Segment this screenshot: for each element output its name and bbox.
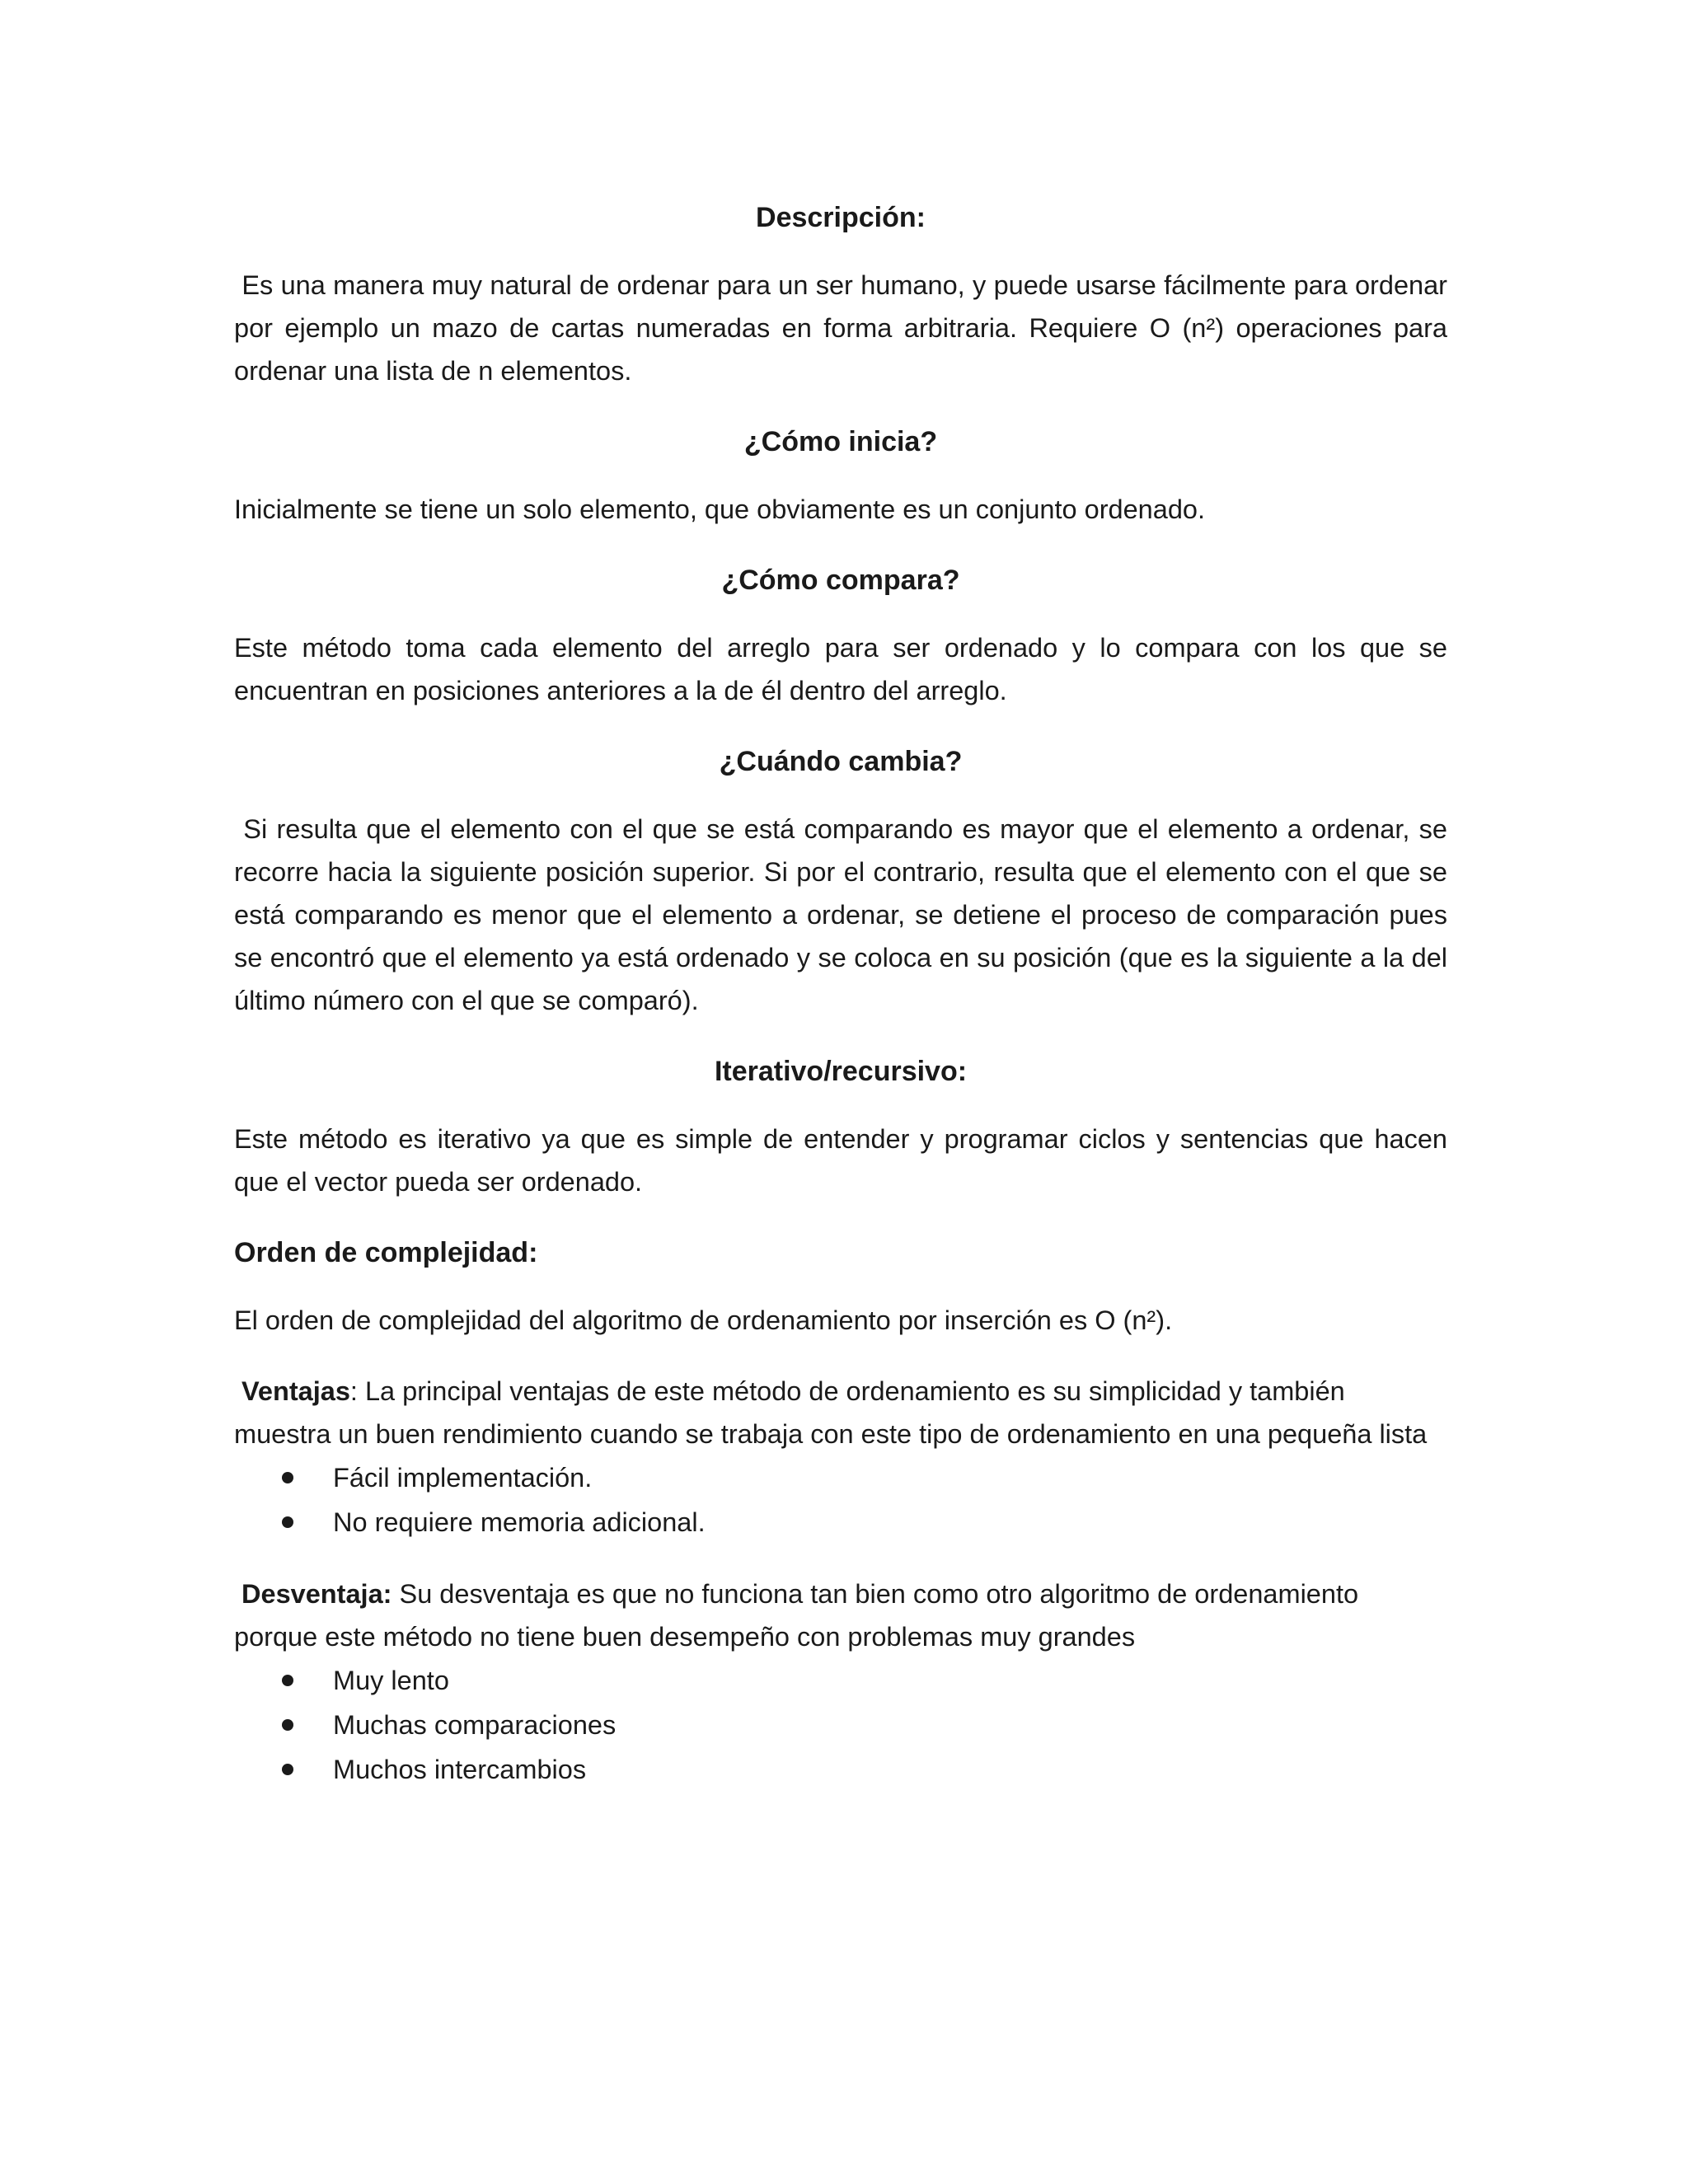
paragraph-ventajas	[234, 1370, 1447, 1455]
paragraph-complejidad: El orden de complejidad del algoritmo de ordenamiento por inserción es O (n²).	[234, 1305, 1173, 1335]
bullet-icon	[282, 1764, 293, 1775]
document-body	[234, 196, 1456, 1792]
ventajas-text: : La principal ventajas de este método de ordenamiento es su simplicidad y también muestra un buen rendimiento cuando se trabaja con este tipo de ordenamiento en una pequeña lista	[234, 1376, 1428, 1449]
list-item: Muchas comparaciones	[234, 1703, 1447, 1747]
heading-iterativo: Iterativo/recursivo:	[714, 1056, 968, 1087]
desventaja-label: Desventaja:	[241, 1579, 392, 1609]
bullet-icon	[282, 1675, 293, 1686]
heading-complejidad: Orden de complejidad:	[234, 1237, 538, 1268]
paragraph-como-compara: Este método toma cada elemento del arreglo para ser ordenado y lo compara con los que se encuentran en posiciones anteriores a la de él dentro del arreglo.	[234, 633, 1447, 705]
paragraph-cuando-cambia: Si resulta que el elemento con el que se está comparando es mayor que el elemento a ordenar, se recorre hacia la siguiente posición superior. Si por el contrario, resulta que el elemento con el que se está comparando es menor que el elemento a ordenar, se detiene el proceso de comparación pues se encontró que el elemento ya está ordenado y se coloca en su posición (que es la siguiente a la del último número con el que se comparó).	[234, 814, 1456, 1015]
list-item: Muchos intercambios	[234, 1747, 1447, 1792]
bullet-icon	[282, 1719, 293, 1731]
list-item: Fácil implementación.	[234, 1455, 1447, 1500]
heading-cuando-cambia: ¿Cuándo cambia?	[719, 746, 963, 777]
heading-descripcion: Descripción:	[756, 202, 926, 233]
paragraph-como-inicia: Inicialmente se tiene un solo elemento, que obviamente es un conjunto ordenado.	[234, 494, 1206, 524]
list-item: Muy lento	[234, 1658, 1447, 1703]
desventaja-text: Su desventaja es que no funciona tan bien como otro algoritmo de ordenamiento porque este método no tiene buen desempeño con problemas muy grandes	[234, 1579, 1367, 1652]
bullet-icon	[282, 1472, 293, 1483]
paragraph-desventaja	[234, 1572, 1447, 1658]
heading-como-compara: ¿Cómo compara?	[721, 565, 960, 596]
bullet-icon	[282, 1516, 293, 1528]
ventajas-label: Ventajas	[241, 1376, 350, 1406]
desventaja-list	[234, 1658, 1447, 1792]
paragraph-iterativo: Este método es iterativo ya que es simple de entender y programar ciclos y sentencias que hacen que el vector pueda ser ordenado.	[234, 1124, 1447, 1197]
paragraph-descripcion: Es una manera muy natural de ordenar para un ser humano, y puede usarse fácilmente para ordenar por ejemplo un mazo de cartas numeradas en forma arbitraria. Requiere O (n²) operaciones para ordenar una lista de n elementos.	[234, 270, 1456, 386]
ventajas-list	[234, 1455, 1447, 1544]
heading-como-inicia: ¿Cómo inicia?	[743, 426, 938, 457]
list-item: No requiere memoria adicional.	[234, 1500, 1447, 1544]
